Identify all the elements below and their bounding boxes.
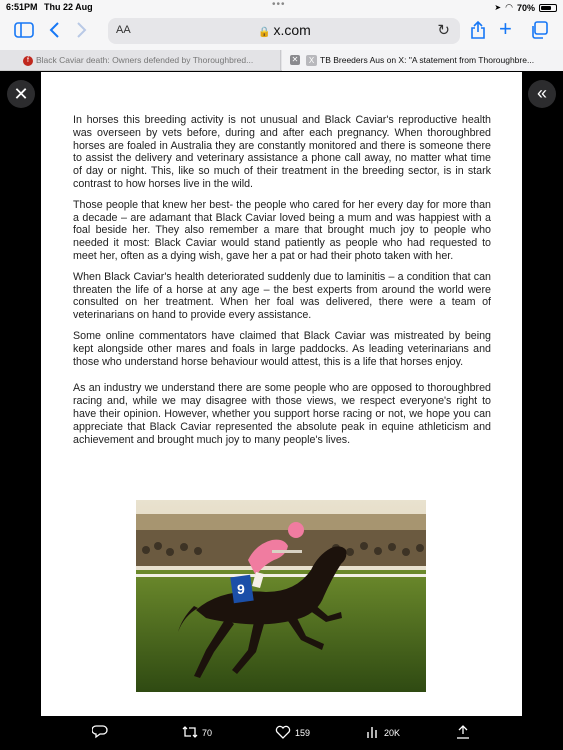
heart-icon	[275, 725, 291, 741]
analytics-icon	[366, 725, 380, 741]
tab-bar	[0, 50, 563, 71]
post-action-bar	[0, 716, 563, 750]
close-icon[interactable]: ✕	[7, 80, 35, 108]
like-count: 159	[295, 728, 311, 738]
views-button[interactable]	[366, 725, 400, 741]
status-time: 6:51PM	[6, 2, 38, 12]
paragraph: When Black Caviar's health deteriorated suddenly due to laminitis – a condition that can threaten the life of a horse at any age – the best experts from around the world were consulted on her treatment. When her foal was delivered, there were a team of veterinarians on hand to provide every assistance.	[73, 270, 491, 322]
repost-count: 70	[202, 728, 213, 738]
share-post-button[interactable]	[456, 725, 470, 741]
new-tab-icon[interactable]: +	[499, 16, 512, 41]
url-display[interactable]	[258, 22, 311, 38]
share-icon[interactable]	[470, 20, 486, 43]
browser-toolbar	[0, 14, 563, 50]
tab-x-post[interactable]	[282, 50, 563, 71]
status-bar	[0, 0, 563, 14]
location-icon: ➤	[494, 3, 502, 12]
battery-fill	[541, 6, 551, 10]
paragraph: Some online commentators have claimed that Black Caviar was mistreated by being kept alongside other mares and foals in large paddocks. As leading veterinarians and those who understand horse behaviour would attest, this is a life that horses enjoy.	[73, 329, 491, 368]
tab-overview-icon[interactable]	[530, 21, 548, 42]
site-favicon-icon: f	[23, 56, 33, 66]
text-size-button[interactable]: AA	[116, 24, 131, 36]
x-favicon-icon: X	[306, 55, 317, 66]
back-icon[interactable]	[48, 21, 60, 42]
saddle-number: 9	[237, 581, 245, 597]
tab-close-icon[interactable]: ✕	[291, 55, 299, 64]
collapse-panel-icon[interactable]: «	[528, 80, 556, 108]
address-bar[interactable]	[108, 18, 460, 44]
forward-icon[interactable]	[76, 21, 88, 42]
repost-button[interactable]	[182, 725, 212, 741]
wifi-icon: ◠	[505, 2, 513, 12]
url-text: x.com	[273, 22, 311, 38]
view-count: 20K	[384, 728, 401, 738]
reply-icon	[92, 725, 108, 741]
statement-text	[73, 114, 491, 454]
battery-icon	[539, 4, 557, 12]
reply-button[interactable]	[92, 725, 108, 741]
paragraph: Those people that knew her best- the people who cared for her every day for more than a decade – are adamant that Black Caviar loved being a mum and was happiest with a foal beside her. They also remember a mare that brought much joy to people who needed it most: Black Caviar would stand patiently as people who had requested to meet her, often as a dying wish, gave her a pat or had their photo taken with her.	[73, 198, 491, 262]
status-right	[494, 2, 557, 13]
sidebar-icon[interactable]	[14, 22, 34, 41]
statement-image	[41, 72, 522, 716]
tab-black-caviar-article[interactable]	[0, 50, 281, 71]
tab-title: TB Breeders Aus on X: "A statement from Thoroughbre...	[320, 55, 535, 65]
multitasking-dots-icon[interactable]: •••	[272, 0, 286, 10]
status-date: Thu 22 Aug	[44, 2, 93, 12]
like-button[interactable]	[275, 725, 310, 741]
repost-icon	[182, 725, 198, 741]
battery-percent: 70%	[516, 2, 535, 13]
paragraph: As an industry we understand there are some people who are opposed to thoroughbred racing and, while we may disagree with those views, we respect everyone's right to have their opinion. However, whether you support horse racing or not, we hope you can appreciate that Black Caviar represented the absolute peak in equine athleticism and achievement and brought much joy to many people's lives.	[73, 382, 491, 446]
reload-icon[interactable]: ↻	[437, 22, 450, 39]
lock-icon: 🔒	[258, 27, 271, 38]
paragraph: In horses this breeding activity is not unusual and Black Caviar's reproductive health was overseen by vets before, during and after each pregnancy. When thoroughbred horses are foaled in Australia they are constantly monitored and there is someone there to assist the delivery and veterinary assistance a phone call away, no matter what time of day or night. This, like so much of their treatment in the breeding sector, is in stark contrast to how horses live in the wild.	[73, 114, 491, 190]
racehorse-photo	[136, 500, 426, 692]
share-up-icon	[456, 725, 470, 741]
tab-title: Black Caviar death: Owners defended by Thoroughbred...	[36, 55, 254, 65]
